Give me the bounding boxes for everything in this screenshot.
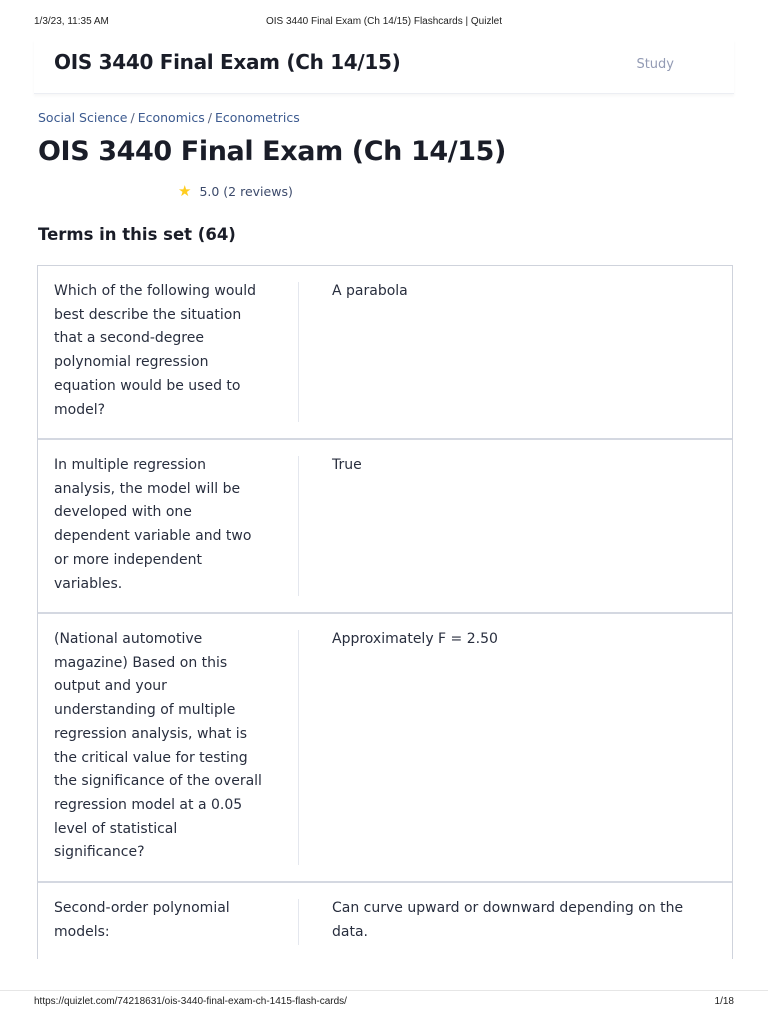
definition-text: Can curve upward or downward depending on the data. <box>332 900 684 940</box>
term-row <box>38 883 732 959</box>
breadcrumb-separator: / <box>207 110 212 125</box>
study-button[interactable]: Study <box>636 57 674 72</box>
breadcrumb-separator: / <box>130 110 135 125</box>
definition-text: Approximately F = 2.50 <box>332 631 498 647</box>
rating-text: 5.0 (2 reviews) <box>199 184 293 199</box>
row-divider <box>298 456 299 596</box>
row-divider <box>298 630 299 865</box>
breadcrumb-link-social-science[interactable]: Social Science <box>38 110 128 125</box>
print-url: https://quizlet.com/74218631/ois-3440-final-exam-ch-1415-flash-cards/ <box>34 996 347 1007</box>
print-datetime: 1/3/23, 11:35 AM <box>34 16 109 27</box>
print-page-number: 1/18 <box>714 996 734 1007</box>
print-header <box>0 16 768 30</box>
terms-heading: Terms in this set (64) <box>38 225 236 244</box>
term-row <box>38 614 732 883</box>
breadcrumb-link-econometrics[interactable]: Econometrics <box>214 110 300 125</box>
top-bar <box>34 40 734 94</box>
term-row <box>38 440 732 614</box>
definition-text: A parabola <box>332 283 408 299</box>
star-icon: ★ <box>178 182 192 200</box>
breadcrumb <box>38 110 300 125</box>
topbar-title: OIS 3440 Final Exam (Ch 14/15) <box>54 50 401 74</box>
breadcrumb-link-economics[interactable]: Economics <box>137 110 205 125</box>
term-row <box>38 266 732 440</box>
term-text: Which of the following would best describe the situation that a second-degree polynomial regression equation would be used to model? <box>54 283 257 418</box>
row-divider <box>298 282 299 422</box>
term-text: (National automotive magazine) Based on this output and your understanding of multiple regression analysis, what is the critical value for testing the significance of the overall regression model at a 0.05 level of statistical significance? <box>54 631 262 861</box>
terms-table <box>37 265 733 959</box>
row-divider <box>298 899 299 945</box>
print-document-title: OIS 3440 Final Exam (Ch 14/15) Flashcards | Quizlet <box>265 16 503 27</box>
definition-text: True <box>332 457 362 473</box>
term-text: In multiple regression analysis, the model will be developed with one dependent variable and two or more independent variables. <box>54 457 252 592</box>
print-footer <box>0 990 768 1024</box>
term-text: Second-order polynomial models: <box>54 900 230 940</box>
page-title: OIS 3440 Final Exam (Ch 14/15) <box>38 136 506 167</box>
rating[interactable] <box>178 184 293 199</box>
